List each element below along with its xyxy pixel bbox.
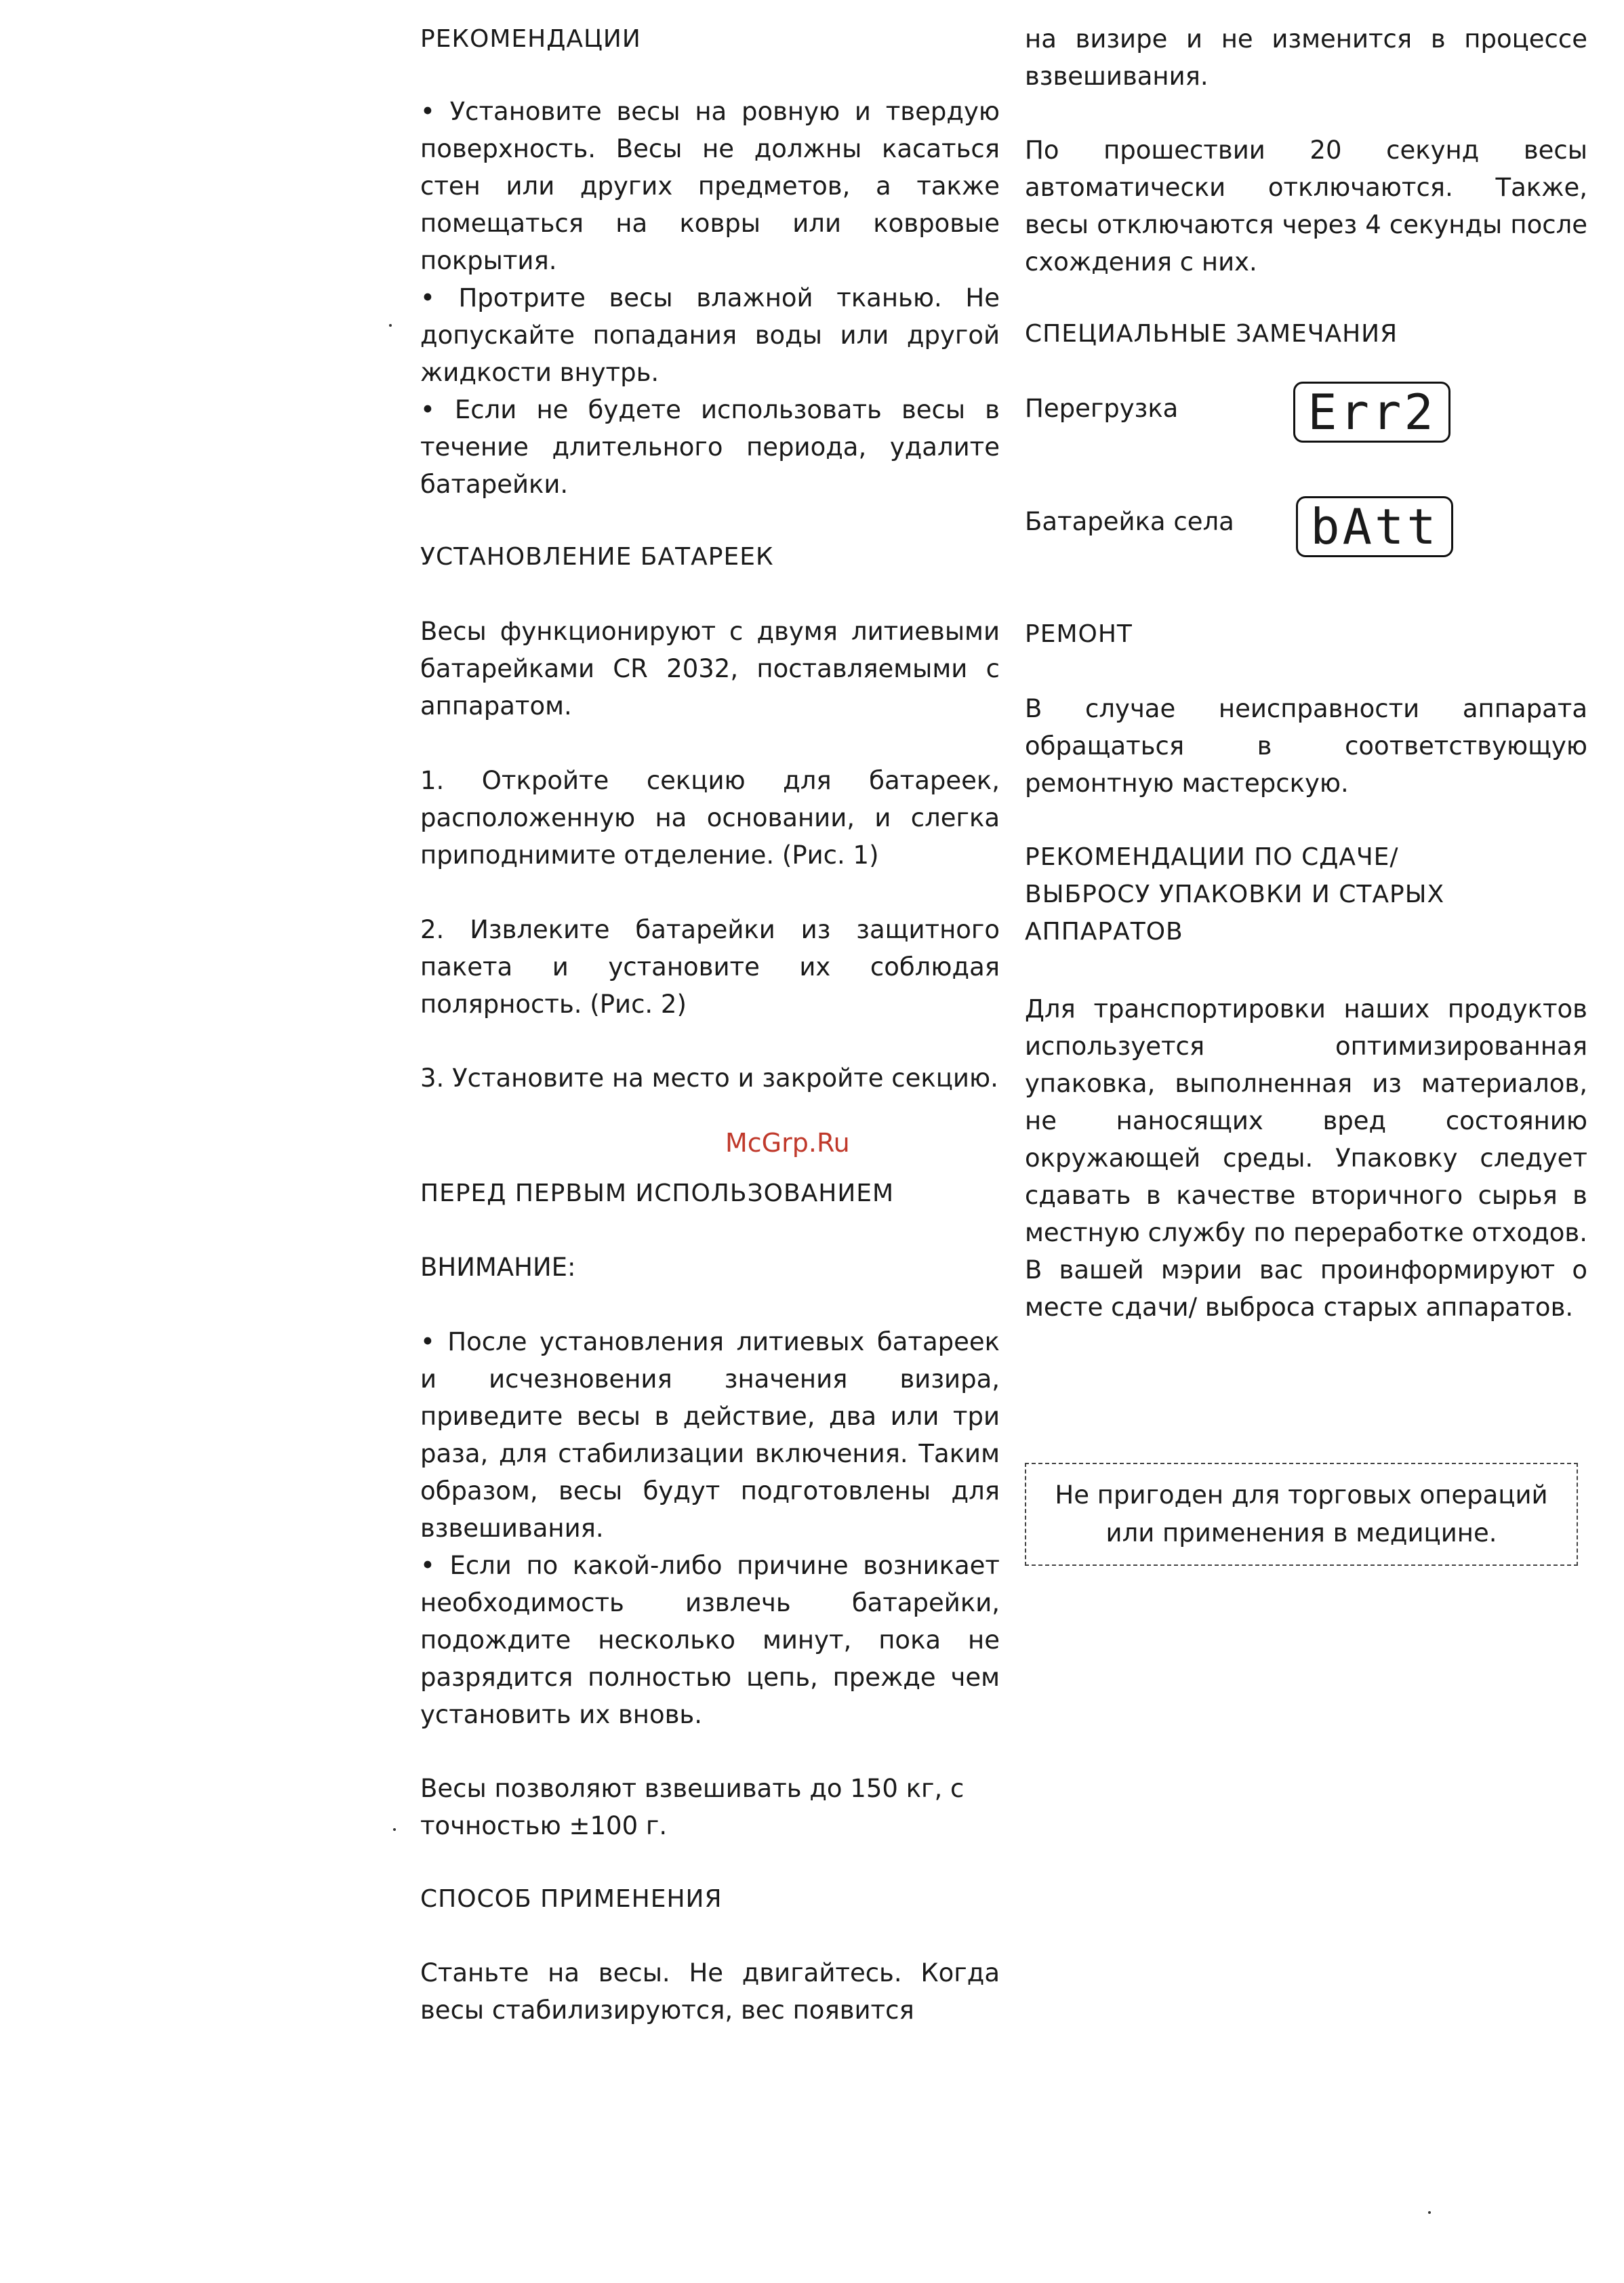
- battery-step-3: 3. Установите на место и закройте секцию.: [420, 1064, 998, 1093]
- heading-before-first-use: ПЕРЕД ПЕРВЫМ ИСПОЛЬЗОВАНИЕМ: [420, 1179, 895, 1207]
- usage-continued: на визире и не изменится в процессе взвешивания.: [1025, 24, 1587, 91]
- battery-step-2: 2. Извлеките батарейки из защитного пакета и установите их соблюдая полярность. (Рис. 2): [420, 915, 1000, 1019]
- disposal-text: Для транспортировки наших продуктов используется оптимизированная упаковка, выполненная из материалов, не наносящих вред состоянию окружающей среды. Упаковку следует сдавать в качестве вторичного сырья в местную службу по переработке отходов. В вашей мэрии вас проинформируют о месте сдачи/ выброса старых аппаратов.: [1025, 994, 1587, 1322]
- scan-speck: [389, 324, 392, 327]
- battery-step2-block: [420, 911, 1000, 1023]
- battery-low-label: Батарейка села: [1025, 507, 1234, 536]
- recommendation-cleaning: • Протрите весы влажной тканью. Не допускайте попадания воды или другой жидкости внутрь.: [420, 283, 1000, 387]
- heading-recommendations: РЕКОМЕНДАЦИИ: [420, 25, 641, 53]
- first-use-heading-block: [420, 1175, 1000, 1212]
- recommendation-surface: • Установите весы на ровную и твердую поверхность. Весы не должны касаться стен или других предметов, а также помещаться на ковры или ковровые покрытия.: [420, 97, 1000, 275]
- heading-battery-installation: УСТАНОВЛЕНИЕ БАТАРЕЕК: [420, 543, 774, 571]
- first-use-remove-batteries: • Если по какой-либо причине возникает необходимость извлечь батарейки, подождите несколько минут, пока не разрядится полностью цепь, прежде чем установить их вновь.: [420, 1551, 1000, 1729]
- notice-line-2: или применения в медицине.: [1105, 1518, 1497, 1548]
- first-use-section: [420, 1323, 1000, 1733]
- heading-special-notes: СПЕЦИАЛЬНЫЕ ЗАМЕЧАНИЯ: [1025, 320, 1398, 348]
- left-column: [420, 20, 1000, 58]
- notice-line-1: Не пригоден для торговых операций: [1055, 1480, 1548, 1510]
- heading-repair: РЕМОНТ: [1025, 620, 1133, 648]
- overload-display: Err2: [1293, 382, 1450, 443]
- battery-intro: Весы функционируют с двумя литиевыми батарейками CR 2032, поставляемыми с аппаратом.: [420, 617, 1000, 721]
- heading-disposal-line-1: РЕКОМЕНДАЦИИ ПО СДАЧЕ/: [1025, 843, 1399, 871]
- battery-heading-block: [420, 538, 1000, 575]
- usage-continued-block: [1025, 20, 1587, 95]
- attention-block: [420, 1249, 1000, 1286]
- repair-text: В случае неисправности аппарата обращаться в соответствующую ремонтную мастерскую.: [1025, 694, 1587, 798]
- usage-heading-block: [420, 1880, 1000, 1918]
- auto-off-text: По прошествии 20 секунд весы автоматически отключаются. Также, весы отключаются через 4 секунды после схождения с них.: [1025, 136, 1587, 277]
- recommendation-batteries: • Если не будете использовать весы в течение длительного периода, удалите батарейки.: [420, 395, 1000, 499]
- scan-speck: [1428, 2211, 1431, 2214]
- battery-step1-block: [420, 762, 1000, 874]
- attention-label: ВНИМАНИЕ:: [420, 1253, 576, 1282]
- overload-label: Перегрузка: [1025, 394, 1179, 423]
- battery-step-1: 1. Откройте секцию для батареек, расположенную на основании, и слегка приподнимите отделение. (Рис. 1): [420, 766, 1000, 870]
- battery-low-display: bAtt: [1296, 496, 1453, 557]
- scan-speck: [393, 1828, 396, 1831]
- capacity-text: Весы позволяют взвешивать до 150 кг, с точностью ±100 г.: [420, 1774, 965, 1840]
- heading-usage: СПОСОБ ПРИМЕНЕНИЯ: [420, 1885, 723, 1913]
- heading-disposal-line-3: АППАРАТОВ: [1025, 918, 1183, 946]
- first-use-stabilize: • После установления литиевых батареек и исчезновения значения визира, приведите весы в действие, два или три раза, для стабилизации включения. Таким образом, весы будут подготовлены для взвешивания.: [420, 1327, 1000, 1543]
- watermark: McGrp.Ru: [725, 1128, 850, 1158]
- disposal-heading-block: [1025, 839, 1587, 950]
- usage-text: Станьте на весы. Не двигайтесь. Когда весы стабилизируются, вес появится: [420, 1958, 1000, 2025]
- usage-block: [420, 1954, 1000, 2029]
- repair-heading-block: [1025, 615, 1587, 653]
- battery-step3-block: [420, 1059, 1000, 1097]
- battery-intro-block: [420, 613, 1000, 725]
- capacity-block: [420, 1770, 1000, 1844]
- recommendations-section: [420, 93, 1000, 503]
- auto-off-block: [1025, 132, 1587, 281]
- heading-disposal-line-2: ВЫБРОСУ УПАКОВКИ И СТАРЫХ: [1025, 881, 1445, 908]
- disposal-block: [1025, 990, 1587, 1326]
- special-notes-heading-block: [1025, 315, 1587, 352]
- repair-block: [1025, 690, 1587, 802]
- not-for-trade-notice: [1025, 1463, 1578, 1566]
